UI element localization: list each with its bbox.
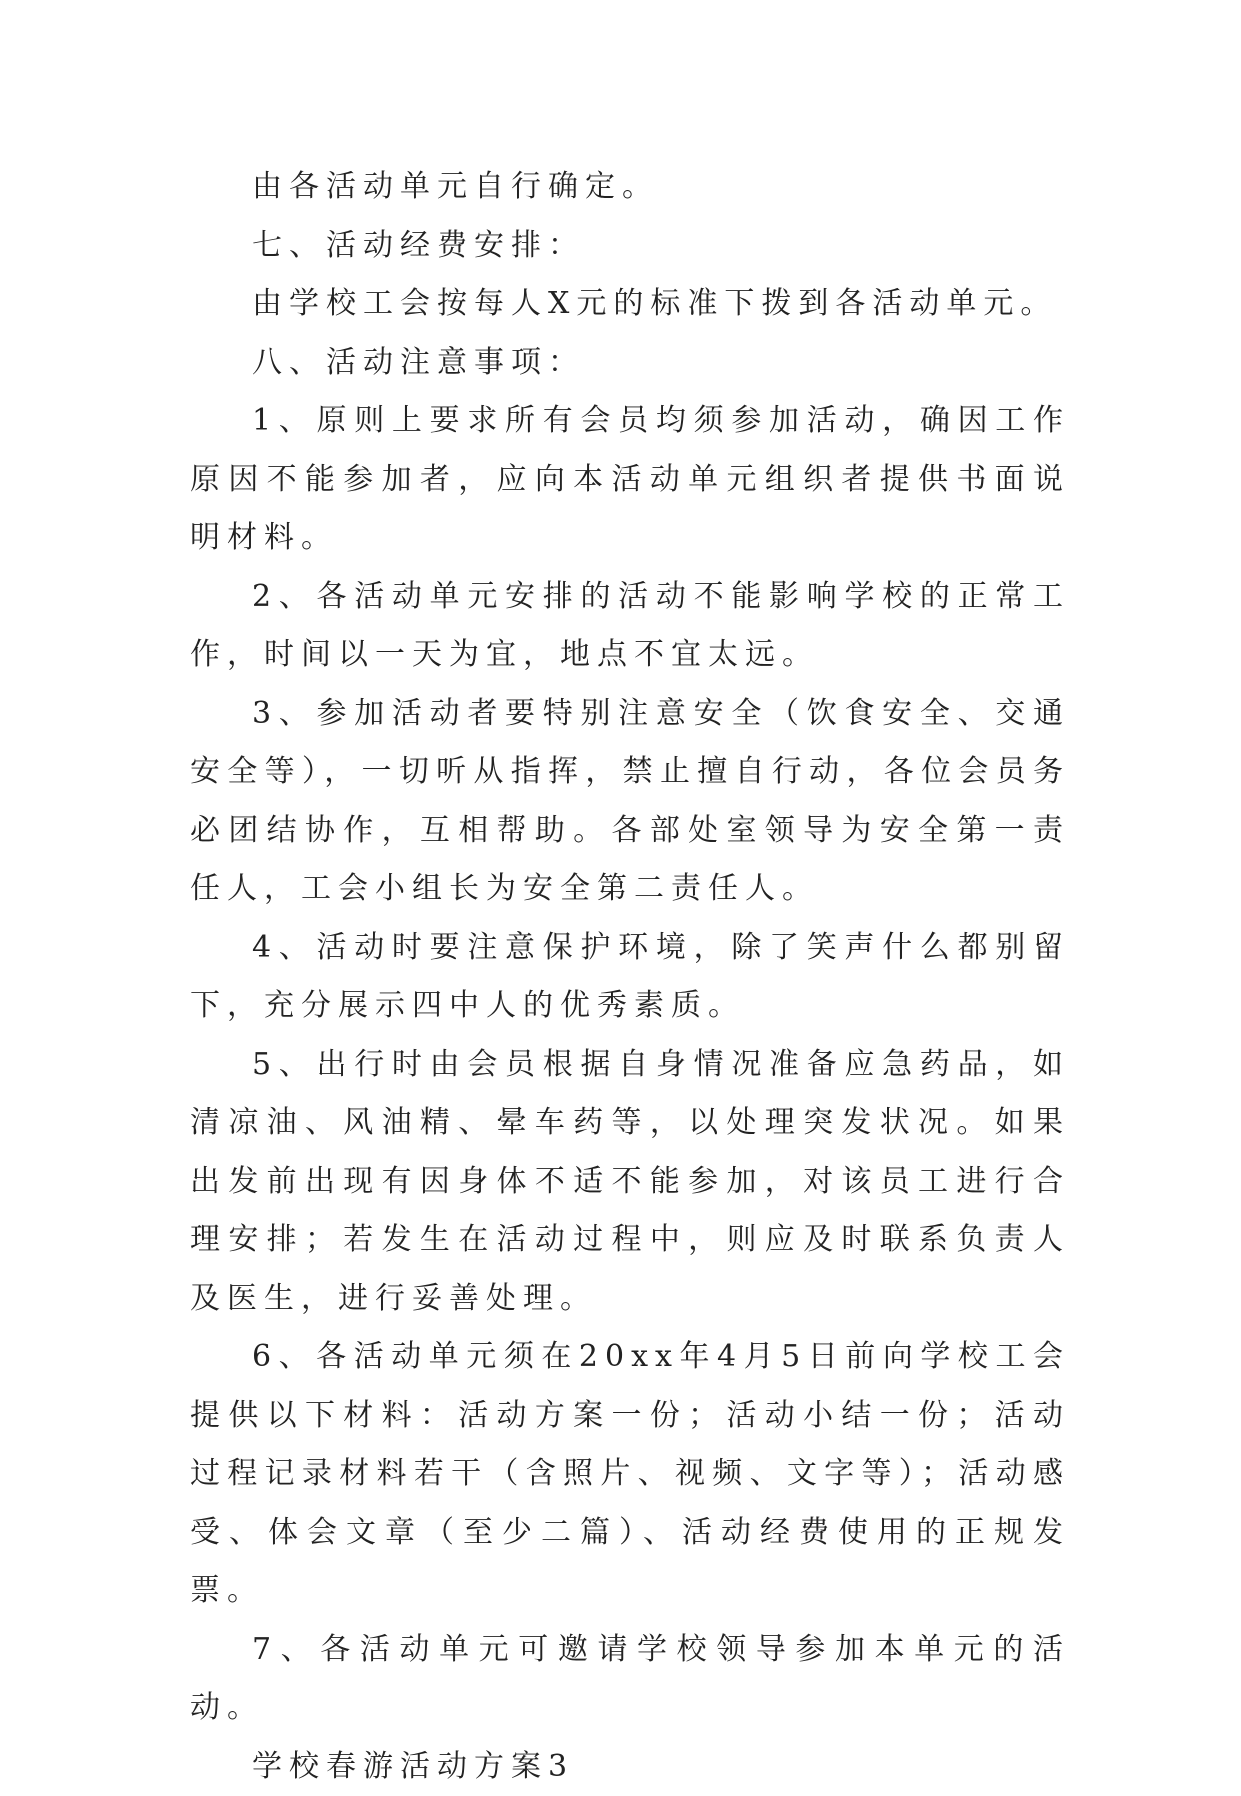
document-body [190, 158, 1070, 1796]
paragraph-12: 学校春游活动方案3 [190, 1738, 1070, 1796]
paragraph-7: 3、参加活动者要特别注意安全（饮食安全、交通安全等），一切听从指挥，禁止擅自行动，各位会员务必团结协作，互相帮助。各部处室领导为安全第一责任人，工会小组长为安全第二责任人。 [190, 685, 1070, 919]
paragraph-9: 5、出行时由会员根据自身情况准备应急药品，如清凉油、风油精、晕车药等，以处理突发状况。如果出发前出现有因身体不适不能参加，对该员工进行合理安排；若发生在活动过程中，则应及时联系负责人及医生，进行妥善处理。 [190, 1036, 1070, 1329]
paragraph-2: 七、活动经费安排： [190, 217, 1070, 276]
paragraph-11: 7、各活动单元可邀请学校领导参加本单元的活动。 [190, 1621, 1070, 1738]
paragraph-8: 4、活动时要注意保护环境，除了笑声什么都别留下，充分展示四中人的优秀素质。 [190, 919, 1070, 1036]
paragraph-10: 6、各活动单元须在20xx年4月5日前向学校工会提供以下材料：活动方案一份；活动小结一份；活动过程记录材料若干（含照片、视频、文字等）；活动感受、体会文章（至少二篇）、活动经费使用的正规发票。 [190, 1328, 1070, 1621]
paragraph-3: 由学校工会按每人X元的标准下拨到各活动单元。 [190, 275, 1070, 334]
paragraph-5: 1、原则上要求所有会员均须参加活动，确因工作原因不能参加者，应向本活动单元组织者提供书面说明材料。 [190, 392, 1070, 568]
paragraph-1: 由各活动单元自行确定。 [190, 158, 1070, 217]
paragraph-4: 八、活动注意事项： [190, 334, 1070, 393]
paragraph-6: 2、各活动单元安排的活动不能影响学校的正常工作，时间以一天为宜，地点不宜太远。 [190, 568, 1070, 685]
